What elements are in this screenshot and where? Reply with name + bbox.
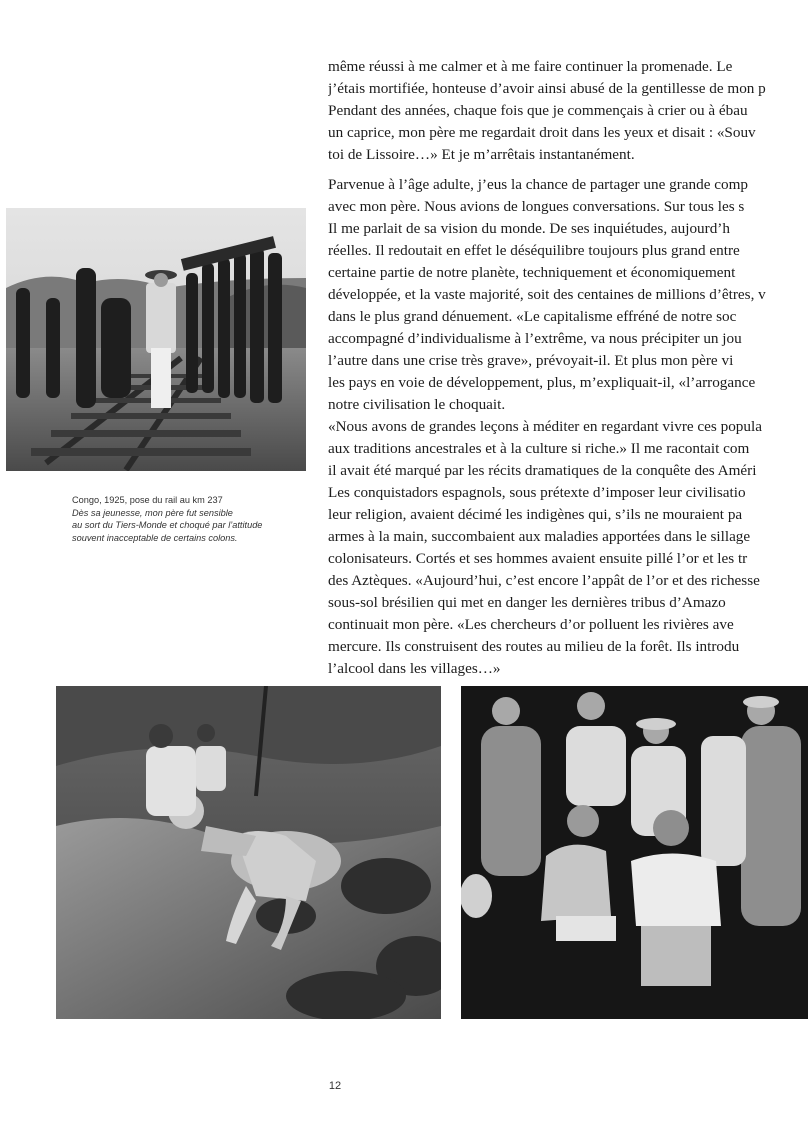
photo-river-washing [56, 686, 441, 1019]
text-line: il avait été marqué par les récits dramatiques de la conquête des Améri [328, 462, 757, 479]
text-line: avec mon père. Nous avions de longues conversations. Sur tous les s [328, 198, 745, 215]
text-line: Pendant des années, chaque fois que je commençais à crier ou à ébau [328, 102, 748, 119]
text-line: continuait mon père. «Les chercheurs d’or polluent les rivières ave [328, 616, 734, 633]
caption-line: Dès sa jeunesse, mon père fut sensible [72, 507, 233, 518]
text-line: même réussi à me calmer et à me faire continuer la promenade. Le [328, 58, 733, 75]
text-line: aux traditions ancestrales et à la culture si riche.» Il me racontait com [328, 440, 750, 457]
text-line: réelles. Il redoutait en effet le déséquilibre toujours plus grand entre [328, 242, 740, 259]
body-text-column [328, 56, 808, 680]
caption-line: souvent inacceptable de certains colons. [72, 532, 238, 543]
text-line: l’alcool dans les villages…» [328, 660, 501, 677]
text-line: colonisateurs. Cortés et ses hommes avaient ensuite pillé l’or et les tr [328, 550, 748, 567]
text-line: notre civilisation le choquait. [328, 396, 506, 413]
text-line: l’autre dans une crise très grave», prévoyait-il. Et plus mon père vi [328, 352, 734, 369]
text-line: Les conquistadors espagnols, sous prétexte d’imposer leur civilisatio [328, 484, 746, 501]
page-number: 12 [328, 1080, 342, 1092]
text-line: les pays en voie de développement, plus, m’expliquait-il, «l’arrogance [328, 374, 756, 391]
text-line: Il me parlait de sa vision du monde. De ses inquiétudes, aujourd’h [328, 220, 730, 237]
text-line: «Nous avons de grandes leçons à méditer en regardant vivre ces popula [328, 418, 762, 435]
text-line: armes à la main, succombaient aux maladies apportées dans le sillage [328, 528, 751, 545]
text-line: des Aztèques. «Aujourd’hui, c’est encore l’appât de l’or et des richesse [328, 572, 760, 589]
text-line: accompagné d’individualisme à l’extrême, va nous précipiter un jou [328, 330, 742, 347]
text-line: j’étais mortifiée, honteuse d’avoir ainsi abusé de la gentillesse de mon p [328, 80, 766, 97]
caption-line: au sort du Tiers-Monde et choqué par l’attitude [72, 520, 263, 530]
paragraph-1 [328, 56, 808, 166]
text-line: développée, et la vaste majorité, soit des centaines de millions d’êtres, v [328, 286, 766, 303]
photo-caption [72, 494, 312, 544]
text-line: dans le plus grand dénuement. «Le capitalisme effréné de notre soc [328, 308, 737, 325]
photo-railway-congo [6, 208, 306, 471]
text-line: sous-sol brésilien qui met en danger les dernières tribus d’Amazo [328, 594, 726, 611]
text-line: Parvenue à l’âge adulte, j’eus la chance de partager une grande comp [328, 176, 748, 193]
paragraph-spacer [328, 166, 808, 174]
caption-heading: Congo, 1925, pose du rail au km 237 [72, 495, 223, 505]
photo-group-portrait [461, 686, 808, 1019]
text-line: leur religion, avaient décimé les indigènes qui, s’ils ne mouraient pa [328, 506, 743, 523]
text-line: certaine partie de notre planète, techniquement et économiquement [328, 264, 736, 281]
text-line: toi de Lissoire…» Et je m’arrêtais instantanément. [328, 146, 635, 163]
paragraph-2 [328, 174, 808, 680]
text-line: un caprice, mon père me regardait droit dans les yeux et disait : «Souv [328, 124, 756, 141]
text-line: mercure. Ils construisent des routes au milieu de la forêt. Ils introdu [328, 638, 740, 655]
